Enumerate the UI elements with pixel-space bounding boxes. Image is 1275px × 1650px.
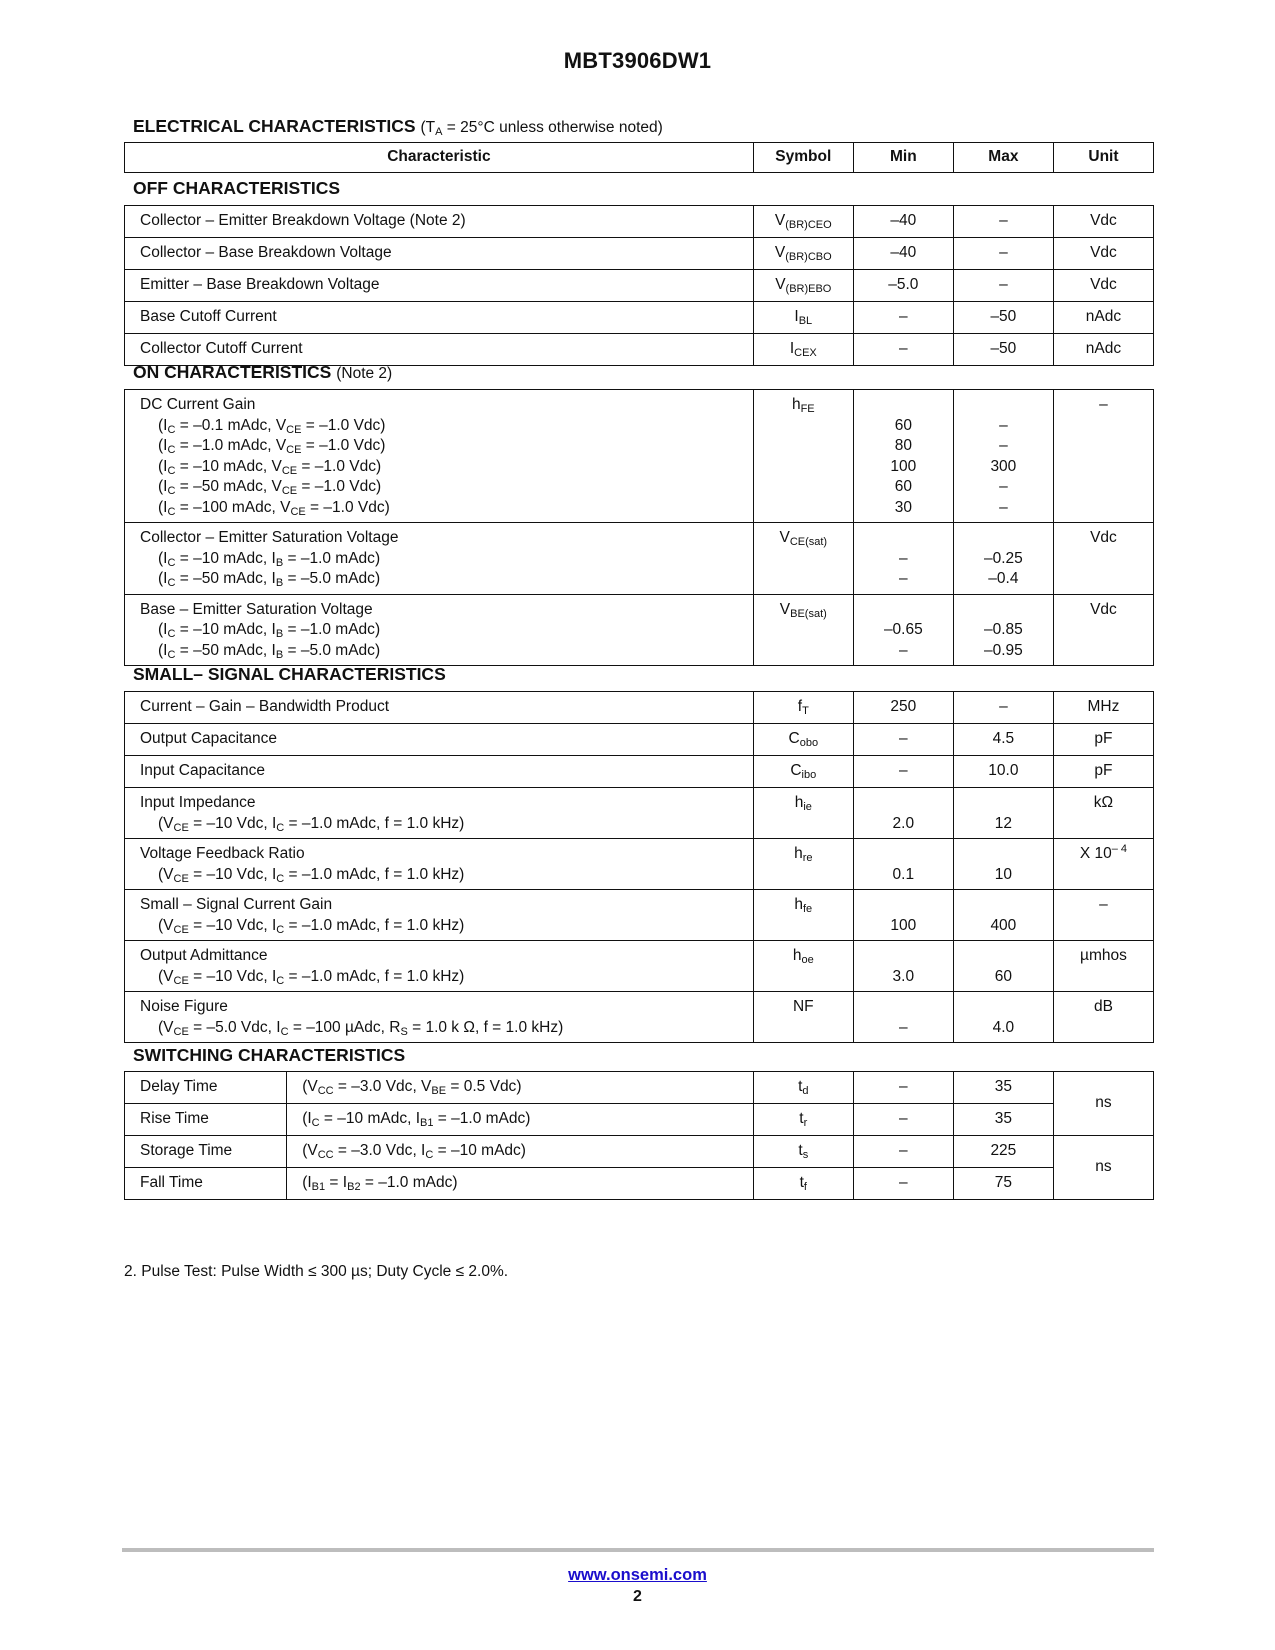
page-number: 2 [633, 1588, 642, 1605]
table-row: Output Admittance ($V_{CE} = -10$ Vdc, $I_C = -1.0$ mAdc, f = 1.0 kHz) $h_{oe}$ 3.0 60 µmhos [125, 941, 1154, 992]
table-row: DC Current Gain ($I_C = -0.1$ mAdc, $V_{CE} = -1.0$ Vdc) ($I_C = -1.0$ mAdc, $V_{CE} = -1.0$ Vdc) ($I_C = -10$ mAdc, $V_{CE} = -1.0$ Vdc) ($I_C = -50$ mAdc, $V_{CE} = -1.0$ Vdc) ($I_C = -100$ mAdc, $V_{CE} = -1.0$ Vdc) $h_{FE}$ 60 80 100 60 30 – – 300 – – – [125, 390, 1154, 523]
table-row: Rise Time ($I_C = -10$ mAdc, $I_{B1} = -1.0$ mAdc) $t_r$ – 35 [125, 1104, 1154, 1136]
col-characteristic: Characteristic [125, 143, 754, 173]
table-row: Current – Gain – Bandwidth Product $f_T$ 250 – MHz [125, 692, 1154, 724]
small-signal-table [124, 691, 1154, 1043]
footer-link[interactable]: www.onsemi.com [568, 1566, 707, 1584]
col-symbol: Symbol [753, 143, 853, 173]
table-row: Delay Time ($V_{CC} = -3.0$ Vdc, $V_{BE} = 0.5$ Vdc) $t_d$ – 35 ns [125, 1072, 1154, 1104]
off-table [124, 205, 1154, 366]
col-unit: Unit [1053, 143, 1153, 173]
header-table [124, 142, 1154, 173]
table-row: Emitter – Base Breakdown Voltage $V_{(BR)EBO}$ –5.0 – Vdc [125, 270, 1154, 302]
section-off: OFF CHARACTERISTICS [133, 178, 341, 198]
table-row: Input Impedance ($V_{CE} = -10$ Vdc, $I_C = -1.0$ mAdc, f = 1.0 kHz) $h_{ie}$ 2.0 12 kΩ [125, 788, 1154, 839]
section-on: ON CHARACTERISTICS (Note 2) [133, 362, 393, 382]
col-max: Max [953, 143, 1053, 173]
table-row: Output Capacitance $C_{obo}$ – 4.5 pF [125, 724, 1154, 756]
switching-table [124, 1071, 1154, 1200]
table-row: Collector Cutoff Current $I_{CEX}$ – –50 nAdc [125, 334, 1154, 366]
table-row: Input Capacitance $C_{ibo}$ – 10.0 pF [125, 756, 1154, 788]
table-row: Collector – Emitter Saturation Voltage ($I_C = -10$ mAdc, $I_B = -1.0$ mAdc) ($I_C = -50$ mAdc, $I_B = -5.0$ mAdc) $V_{CE(sat)}$ – – –0.25 –0.4 Vdc [125, 523, 1154, 595]
on-table [124, 389, 1154, 666]
table-row: Storage Time ($V_{CC} = -3.0$ Vdc, $I_C = -10$ mAdc) $t_s$ – 225 ns [125, 1136, 1154, 1168]
table-row: Fall Time ($I_{B1} = I_{B2} = -1.0$ mAdc) $t_f$ – 75 [125, 1168, 1154, 1200]
table-row: Collector – Emitter Breakdown Voltage (Note 2) $V_{(BR)CEO}$ –40 – Vdc [125, 206, 1154, 238]
table-row: Noise Figure ($V_{CE} = -5.0$ Vdc, $I_C = -100$ µAdc, $R_S = 1.0$ k Ω, f = 1.0 kHz) NF – 4.0 dB [125, 992, 1154, 1043]
col-min: Min [853, 143, 953, 173]
section-small-signal: SMALL– SIGNAL CHARACTERISTICS [133, 664, 446, 684]
table-row: Base – Emitter Saturation Voltage ($I_C = -10$ mAdc, $I_B = -1.0$ mAdc) ($I_C = -50$ mAdc, $I_B = -5.0$ mAdc) $V_{BE(sat)}$ –0.65 – –0.85 –0.95 Vdc [125, 594, 1154, 666]
page-title: MBT3906DW1 [563, 48, 712, 73]
table-row: Collector – Base Breakdown Voltage $V_{(BR)CBO}$ –40 – Vdc [125, 238, 1154, 270]
section-switching: SWITCHING CHARACTERISTICS [133, 1045, 406, 1065]
electrical-characteristics-heading: ELECTRICAL CHARACTERISTICS ($T_A = 25^\circ C$ unless otherwise noted) [133, 116, 663, 138]
table-row: Base Cutoff Current $I_{BL}$ – –50 nAdc [125, 302, 1154, 334]
table-row: Voltage Feedback Ratio ($V_{CE} = -10$ Vdc, $I_C = -1.0$ mAdc, f = 1.0 kHz) $h_{re}$ 0.1 10 X $10^{- 4}$ [125, 839, 1154, 890]
table-row: Small – Signal Current Gain ($V_{CE} = -10$ Vdc, $I_C = -1.0$ mAdc, f = 1.0 kHz) $h_{fe}$ 100 400 – [125, 890, 1154, 941]
footer-divider [122, 1548, 1154, 1552]
footnote: 2. Pulse Test: Pulse Width ≤ 300 µs; Duty Cycle ≤ 2.0%. [124, 1263, 509, 1280]
